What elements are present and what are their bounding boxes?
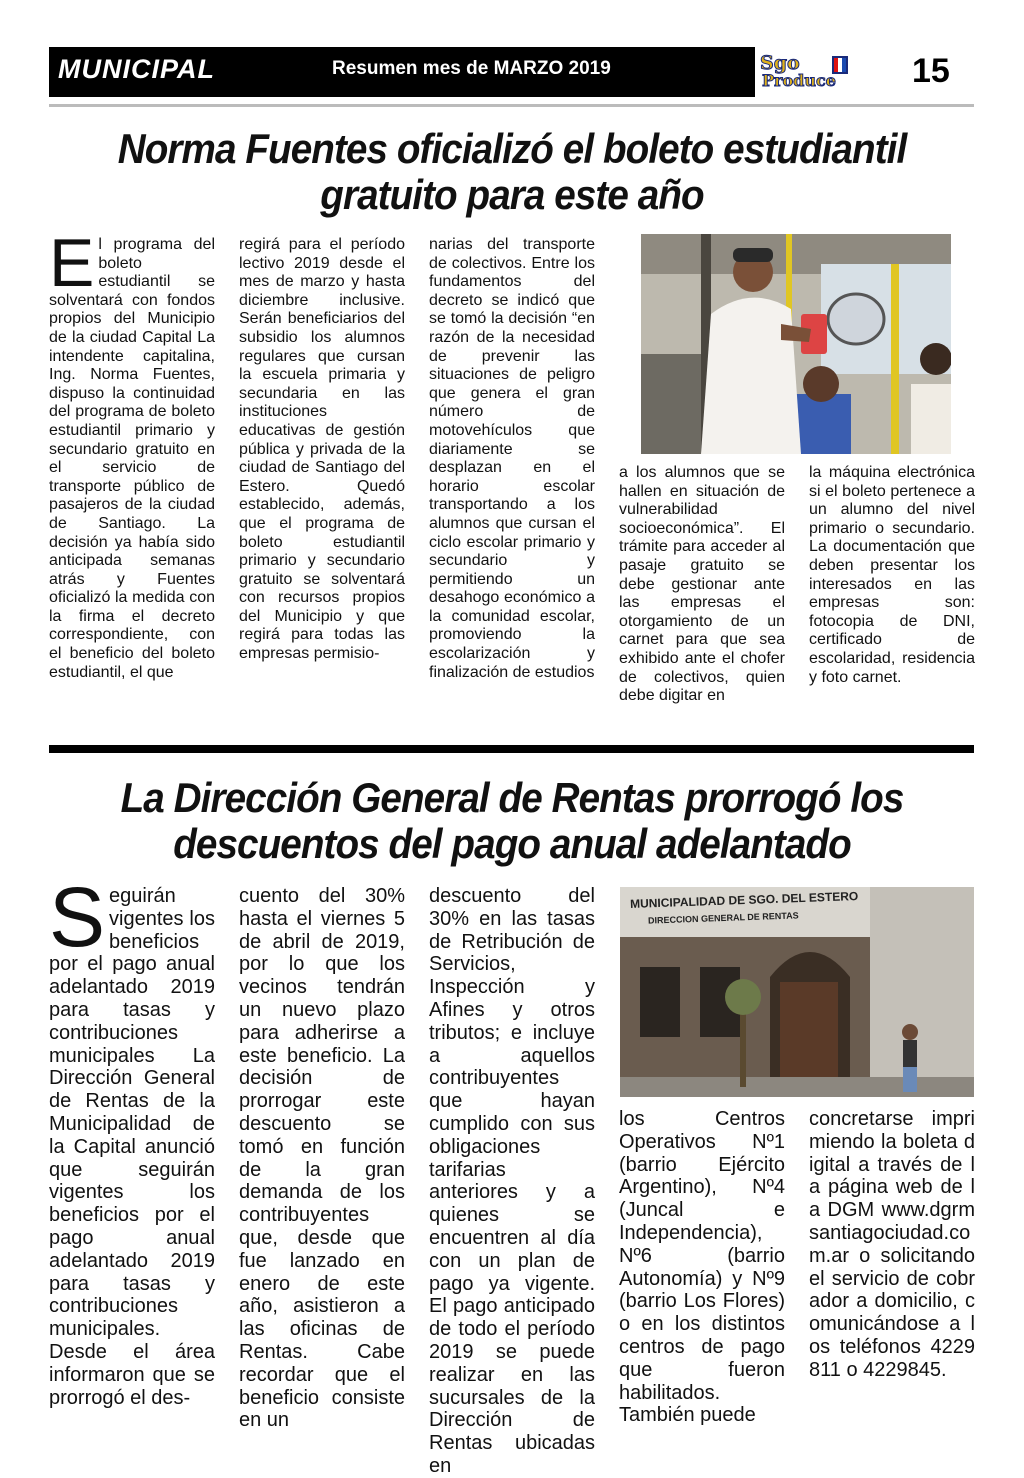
publication-logo bbox=[760, 52, 898, 90]
rentas-building-photo bbox=[620, 887, 974, 1097]
article2-column-4: los Centros Operativos Nº1 (barrio Ejército Argentino), Nº4 (Juncal e Independencia), Nº6 (barrio Autonomía) y Nº9 (barrio Los Flores) o en los distintos centros de pago que fueron habilitados. También puede bbox=[619, 1108, 785, 1427]
building-sign-line2: DIRECCION GENERAL DE RENTAS bbox=[647, 910, 799, 926]
article2-dropcap: S bbox=[49, 870, 106, 964]
logo-line2: Produce bbox=[762, 71, 836, 90]
page-number: 15 bbox=[912, 52, 950, 90]
article1-column-1 bbox=[49, 225, 215, 682]
article2-column-5: concretarse imprimiendo la boleta digital a través de la página web de la DGM www.dgrmsantiagociudad.com.ar o solicitando el servicio de cobrador a domicilio, comunicándose a los teléfonos 4229811 o 4229845. bbox=[809, 1108, 975, 1381]
article2-column-2: cuento del 30% hasta el viernes 5 de abril de 2019, por lo que los vecinos tendrán un nuevo plazo para adherirse a este beneficio. La decisión de prorrogar este descuento se tomó en función de la gran demanda de los contribuyentes que, desde que fue lanzado en enero de este año, asistieron a las oficinas de Rentas. Cabe recordar que el beneficio consiste en un bbox=[239, 885, 405, 1432]
section-label: MUNICIPAL bbox=[58, 54, 215, 84]
article1-column-2: regirá para el período lectivo 2019 desde el mes de marzo y hasta diciembre inclusive. Serán beneficiarios del subsidio los alumnos regulares que cursan la escuela primaria y secundaria en las instituciones educativas de gestión pública y privada de la ciudad de Santiago del Estero. Quedó establecido, además, que el programa de boleto estudiantil primario y secundario gratuito se solventará con recursos propios del Municipio y que regirá para todas las empresas permisio- bbox=[239, 236, 405, 663]
article1-dropcap: E bbox=[49, 225, 95, 301]
header-rule bbox=[49, 104, 974, 107]
article1-col1-text: l programa del boleto estudiantil se solventará con fondos propios del Municipio de la ciudad Capital La intendente capitalina, Ing. Norma Fuentes, dispuso la continuidad del programa de boleto estudiantil primario y secundario gratuito en el servicio de transporte público de pasajeros de la ciudad de Santiago. La decisión ya había sido anticipada semanas atrás y Fuentes oficializó la medida con la firma el decreto correspondiente, con el beneficio del boleto estudiantil, el que bbox=[49, 236, 215, 681]
article2-col1-text: eguirán vigentes los beneficios por el pago anual adelantado 2019 para tasas y contribuciones municipales La Dirección General de Rentas de la Municipalidad de la Capital anunció que seguirán vigentes los beneficios por el pago anual adelantado 2019 para tasas y contribuciones municipales. Desde el área informaron que se prorrogó el des- bbox=[49, 885, 215, 1409]
article2-column-1 bbox=[49, 870, 215, 1409]
article1-column-4: a los alumnos que se hallen en situación de vulnerabilidad socioeconómica”. El trámite para acceder al pasaje gratuito se debe gestionar ante las empresas el otorgamiento de un carnet para que sea exhibido ante el chofer de colectivos, quien debe digitar en bbox=[619, 464, 785, 705]
article1-column-5: la máquina electrónica si el boleto pertenece a un alumno del nivel primario o secundario. La documentación que deben presentar los interesados en las empresas son: fotocopia de DNI, certificado de escolaridad, residencia y foto carnet. bbox=[809, 464, 975, 686]
article1-column-3: narias del transporte de colectivos. Entre los fundamentos del decreto se indicó que se tomó la decisión “en razón de la necesidad de prevenir las situaciones de peligro que genera el gran número de motovehículos que diariamente se desplazan en el horario escolar transportando a los alumnos que cursan el ciclo escolar primario y secundario y permitiendo un desahogo económico a la comunidad escolar, promoviendo la escolarización y finalización de estudios bbox=[429, 236, 595, 681]
logo-line1: Sgo bbox=[760, 52, 800, 74]
article1-title: Norma Fuentes oficializó el boleto estudiantil gratuito para este año bbox=[117, 125, 907, 218]
section-divider bbox=[49, 745, 974, 753]
article2-title: La Dirección General de Rentas prorrogó los descuentos del pago anual adelantado bbox=[120, 774, 904, 867]
issue-summary: Resumen mes de MARZO 2019 bbox=[332, 58, 611, 79]
building-sign-line1: MUNICIPALIDAD DE SGO. DEL ESTERO bbox=[629, 889, 859, 911]
article2-column-3: descuento del 30% en las tasas de Retribución de Servicios, Inspección y Afines y otros tributos; e incluye a aquellos contribuyentes que hayan cumplido con sus obligaciones tarifarias anteriores y a quienes se encuentren al día con un plan de pago ya vigente. El pago anticipado de todo el período 2019 se puede realizar en las sucursales de la Dirección de Rentas ubicadas en bbox=[429, 885, 595, 1477]
bus-student-photo bbox=[641, 234, 951, 454]
